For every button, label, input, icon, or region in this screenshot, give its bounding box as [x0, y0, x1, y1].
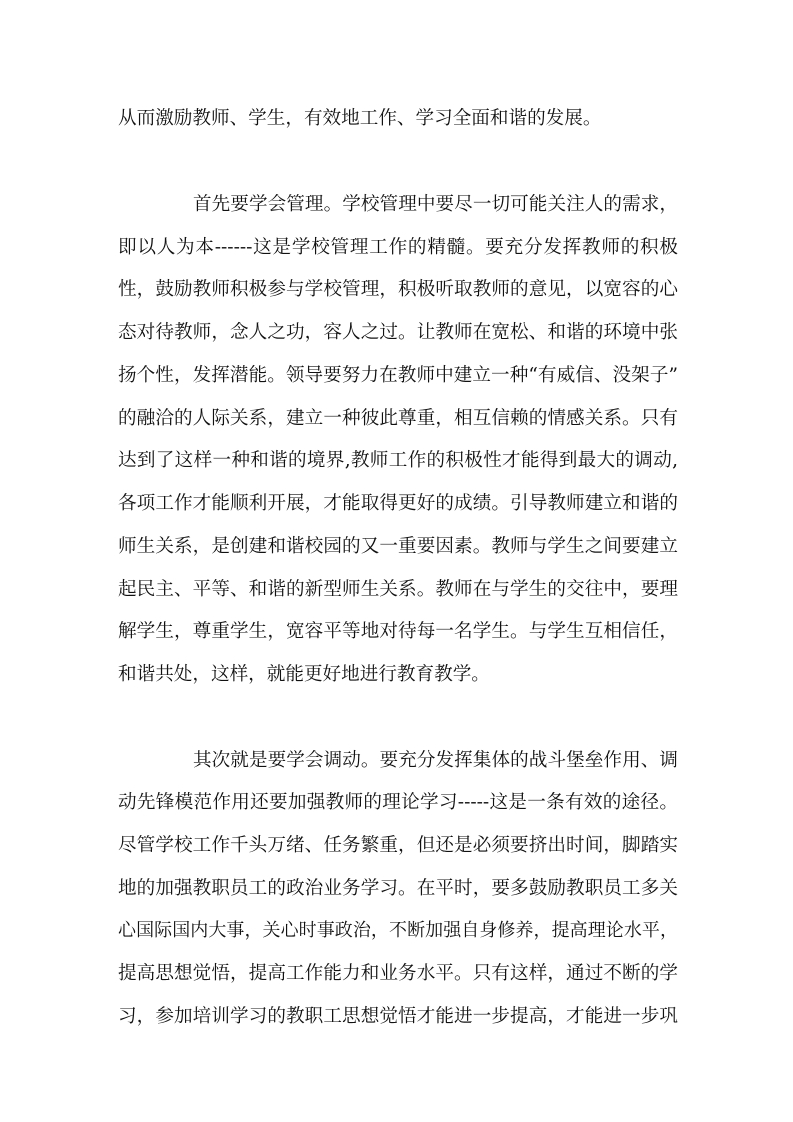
paragraph-2-line-9: 师生关系，是创建和谐校园的又一重要因素。教师与学生之间要建立 [118, 536, 678, 557]
paragraph-3-line-2: 动先锋模范作用还要加强教师的理论学习-----这是一条有效的途径。 [118, 792, 678, 813]
paragraph-2-line-11: 解学生，尊重学生，宽容平等地对待每一名学生。与学生互相信任， [118, 621, 678, 642]
paragraph-2-line-5: 扬个性，发挥潜能。领导要努力在教师中建立一种“有威信、没架子” [118, 365, 678, 386]
paragraph-2-line-7: 达到了这样一种和谐的境界,教师工作的积极性才能得到最大的调动, [118, 450, 678, 471]
paragraph-1-line-1: 从而激励教师、学生，有效地工作、学习全面和谐的发展。 [118, 108, 602, 129]
paragraph-2-line-6: 的融洽的人际关系，建立一种彼此尊重，相互信赖的情感关系。只有 [118, 408, 678, 429]
paragraph-2-line-10: 起民主、平等、和谐的新型师生关系。教师在与学生的交往中，要理 [118, 579, 678, 600]
paragraph-2-line-2: 即以人为本------这是学校管理工作的精髓。要充分发挥教师的积极 [118, 237, 678, 258]
paragraph-2-line-8: 各项工作才能顺利开展，才能取得更好的成绩。引导教师建立和谐的 [118, 493, 678, 514]
paragraph-3-line-1: 其次就是要学会调动。要充分发挥集体的战斗堡垒作用、调 [193, 750, 678, 771]
paragraph-3-line-3: 尽管学校工作千头万绪、任务繁重，但还是必须要挤出时间，脚踏实 [118, 835, 678, 856]
paragraph-2-line-4: 态对待教师，念人之功，容人之过。让教师在宽松、和谐的环境中张 [118, 322, 678, 343]
paragraph-3-line-5: 心国际国内大事，关心时事政治，不断加强自身修养，提高理论水平， [118, 920, 678, 941]
paragraph-3-line-6: 提高思想觉悟，提高工作能力和业务水平。只有这样，通过不断的学 [118, 963, 678, 984]
paragraph-2-line-12: 和谐共处，这样，就能更好地进行教育教学。 [118, 664, 490, 685]
paragraph-3-line-7: 习，参加培训学习的教职工思想觉悟才能进一步提高，才能进一步巩 [118, 1006, 678, 1027]
paragraph-2-line-3: 性，鼓励教师积极参与学校管理，积极听取教师的意见，以宽容的心 [118, 279, 678, 300]
paragraph-3-line-4: 地的加强教职员工的政治业务学习。在平时，要多鼓励教职员工多关 [118, 878, 678, 899]
paragraph-2-line-1: 首先要学会管理。学校管理中要尽一切可能关注人的需求， [193, 194, 678, 215]
